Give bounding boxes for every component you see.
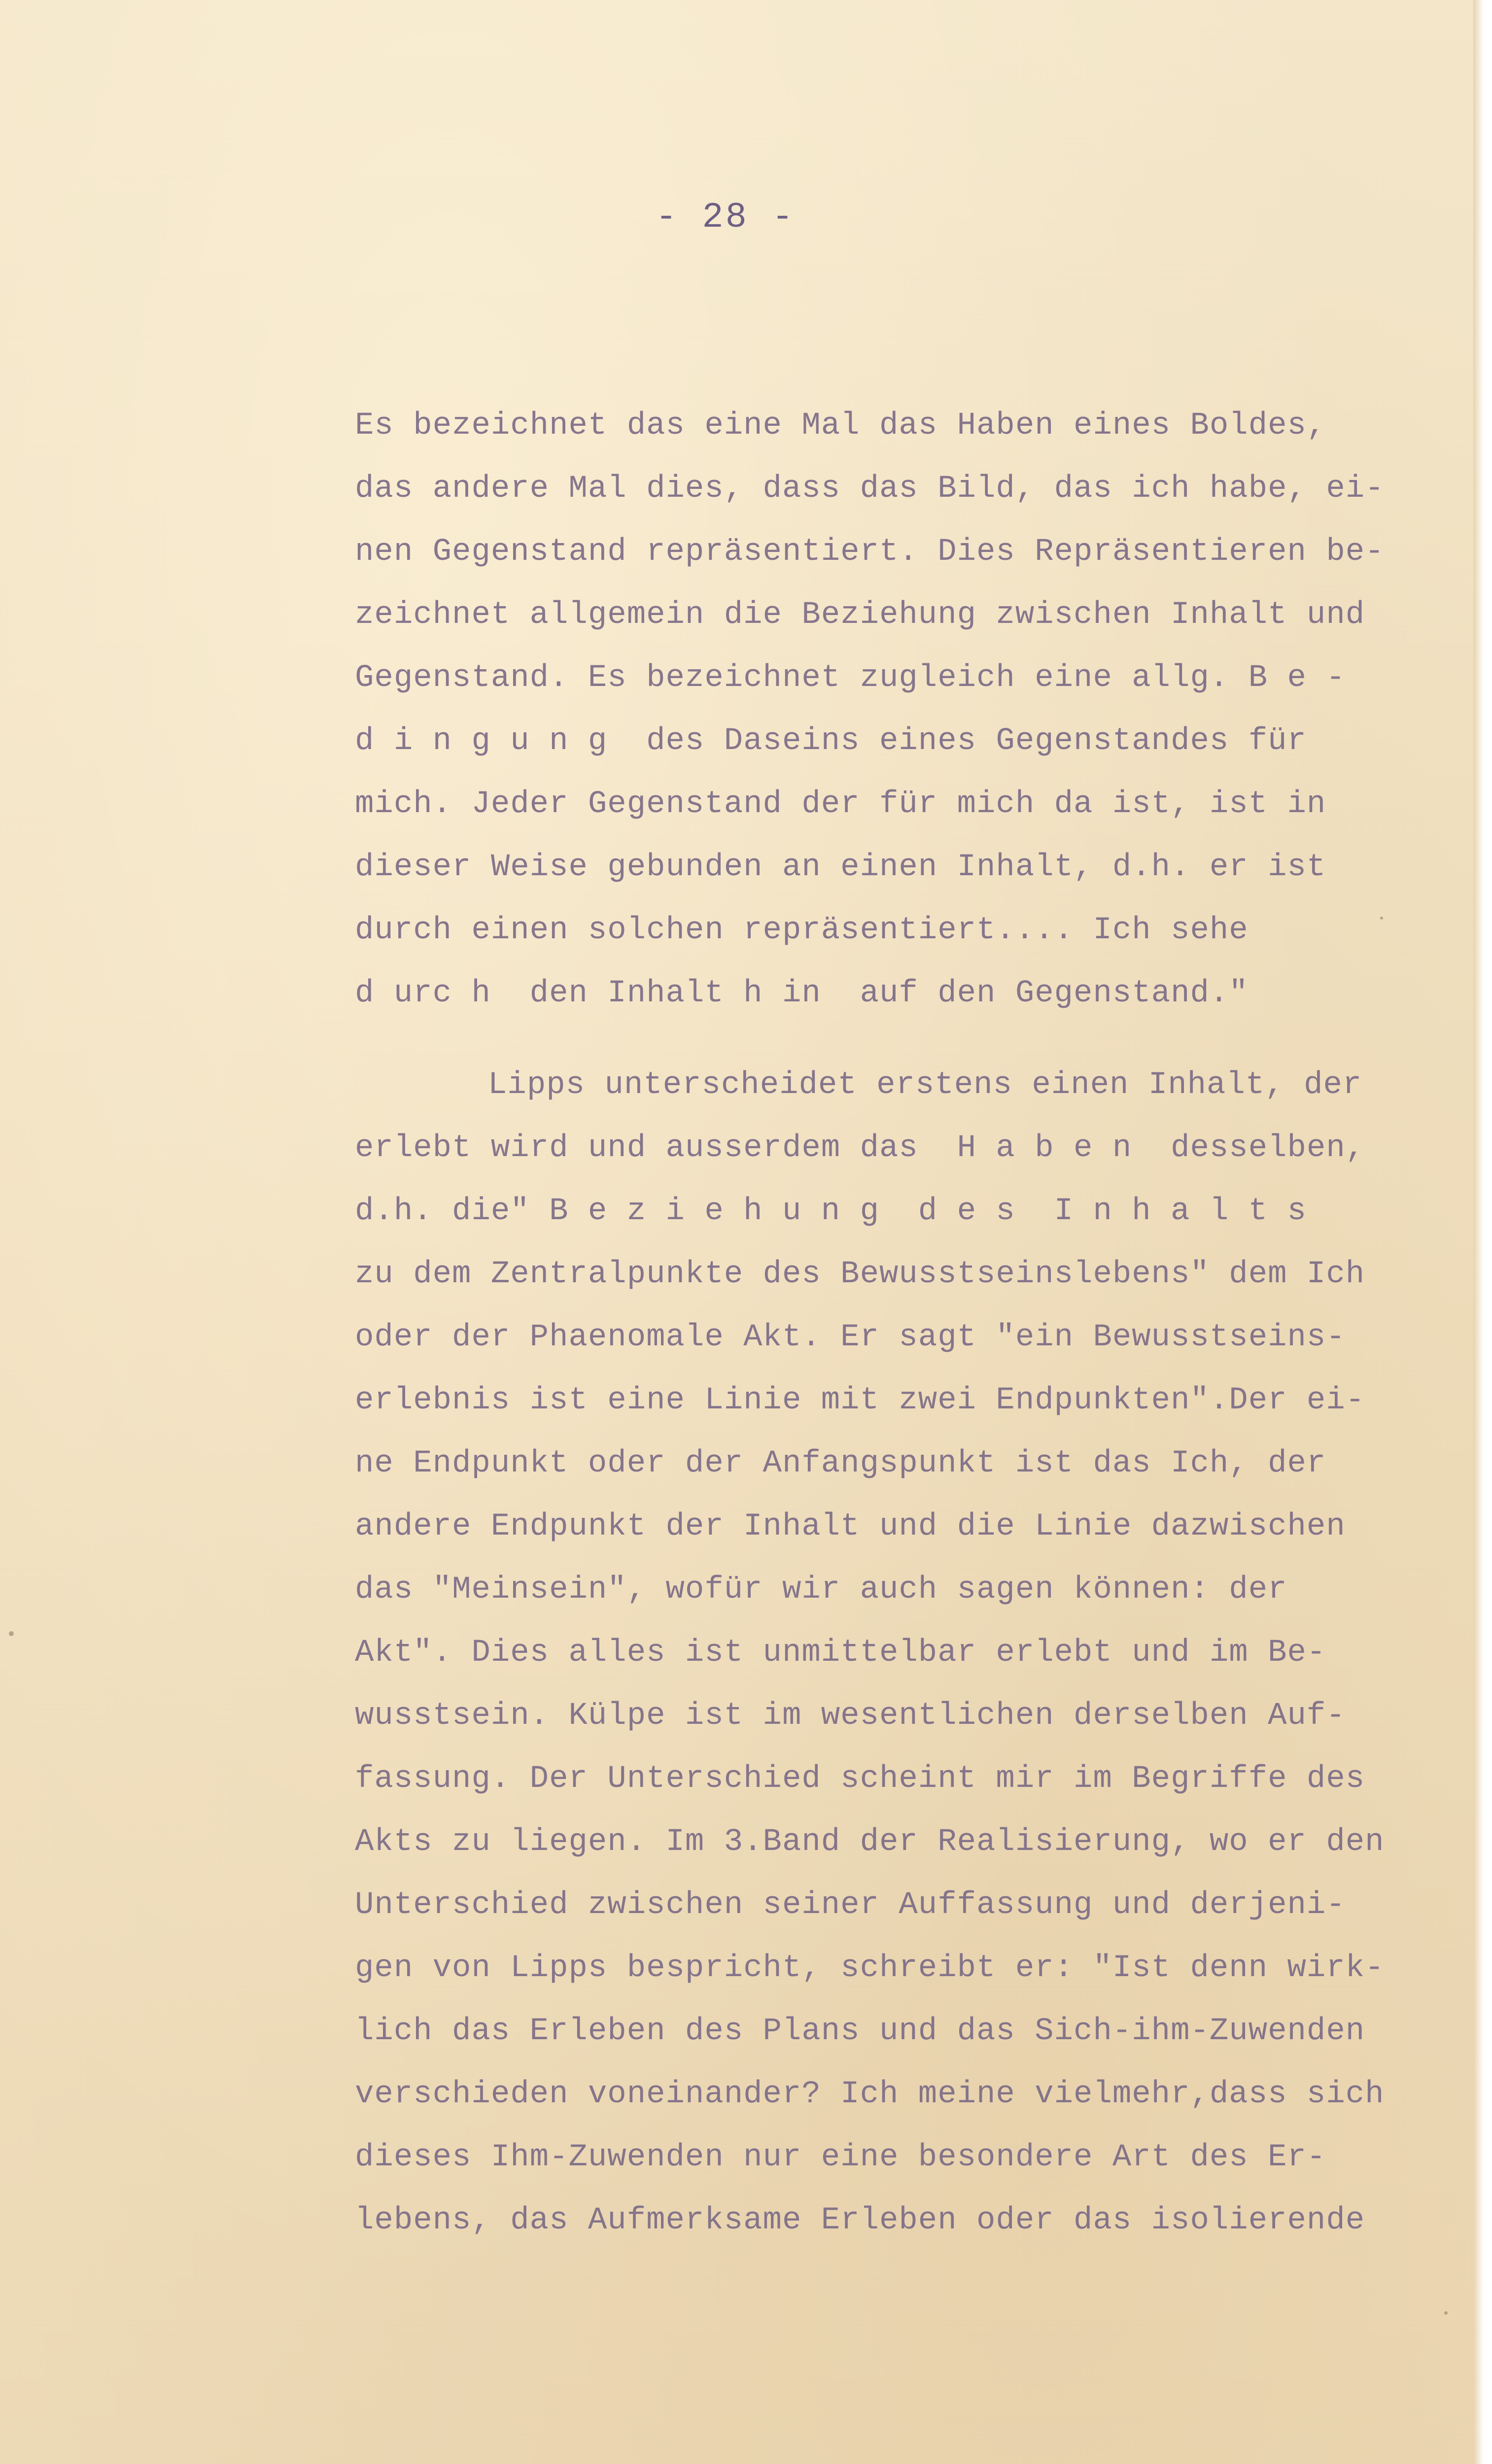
text-line: andere Endpunkt der Inhalt und die Linie dazwischen <box>355 1509 1346 1544</box>
text-line: Akt". Dies alles ist unmittelbar erlebt und im Be- <box>355 1635 1326 1671</box>
paragraph-spacer <box>355 1025 1415 1054</box>
text-line: Unterschied zwischen seiner Auffassung und derjeni- <box>355 1887 1346 1923</box>
page-number: - 28 - <box>656 197 796 238</box>
text-line: das "Meinsein", wofür wir auch sagen können: der <box>355 1572 1287 1608</box>
text-line: Akts zu liegen. Im 3.Band der Realisierung, wo er den <box>355 1824 1385 1860</box>
text-line: d urc h den Inhalt h in auf den Gegenstand." <box>355 976 1249 1011</box>
paragraph-1 <box>355 394 1415 1025</box>
text-line: mich. Jeder Gegenstand der für mich da ist, ist in <box>355 787 1326 822</box>
text-line: ne Endpunkt oder der Anfangspunkt ist das Ich, der <box>355 1446 1326 1481</box>
text-line: dieses Ihm-Zuwenden nur eine besondere Art des Er- <box>355 2140 1326 2175</box>
page-edge-shadow <box>1473 0 1492 2464</box>
text-line: erlebnis ist eine Linie mit zwei Endpunkten".Der ei- <box>355 1383 1365 1418</box>
paper-speck <box>9 1631 14 1636</box>
text-line: nen Gegenstand repräsentiert. Dies Repräsentieren be- <box>355 534 1385 570</box>
text-line: Gegenstand. Es bezeichnet zugleich eine allg. B e - <box>355 660 1346 696</box>
text-line: lich das Erleben des Plans und das Sich-ihm-Zuwenden <box>355 2014 1365 2049</box>
document-body <box>355 394 1415 2252</box>
paper-speck <box>1444 2311 1448 2315</box>
text-line: fassung. Der Unterschied scheint mir im Begriffe des <box>355 1761 1365 1797</box>
paper-speck <box>1380 917 1383 920</box>
text-line: Es bezeichnet das eine Mal das Haben eines Boldes, <box>355 408 1326 444</box>
text-line: gen von Lipps bespricht, schreibt er: "Ist denn wirk- <box>355 1951 1385 1986</box>
text-line: d i n g u n g des Daseins eines Gegenstandes für <box>355 723 1307 759</box>
text-line: lebens, das Aufmerksame Erleben oder das isolierende <box>355 2203 1365 2238</box>
text-line: zeichnet allgemein die Beziehung zwischen Inhalt und <box>355 597 1365 633</box>
text-line: wusstsein. Külpe ist im wesentlichen derselben Auf- <box>355 1698 1346 1734</box>
text-line: verschieden voneinander? Ich meine vielmehr,dass sich <box>355 2077 1385 2112</box>
text-line: oder der Phaenomale Akt. Er sagt "ein Bewusstseins- <box>355 1320 1346 1355</box>
text-line: dieser Weise gebunden an einen Inhalt, d.h. er ist <box>355 850 1326 885</box>
text-line: durch einen solchen repräsentiert.... Ich sehe <box>355 913 1249 948</box>
text-line-indented: Lipps unterscheidet erstens einen Inhalt, der <box>488 1067 1362 1103</box>
text-line: zu dem Zentralpunkte des Bewusstseinslebens" dem Ich <box>355 1257 1365 1292</box>
paragraph-2 <box>355 1054 1415 2252</box>
text-line: d.h. die" B e z i e h u n g d e s I n h a l t s <box>355 1194 1307 1229</box>
text-line: erlebt wird und ausserdem das H a b e n desselben, <box>355 1130 1365 1166</box>
text-line: das andere Mal dies, dass das Bild, das ich habe, ei- <box>355 471 1385 507</box>
